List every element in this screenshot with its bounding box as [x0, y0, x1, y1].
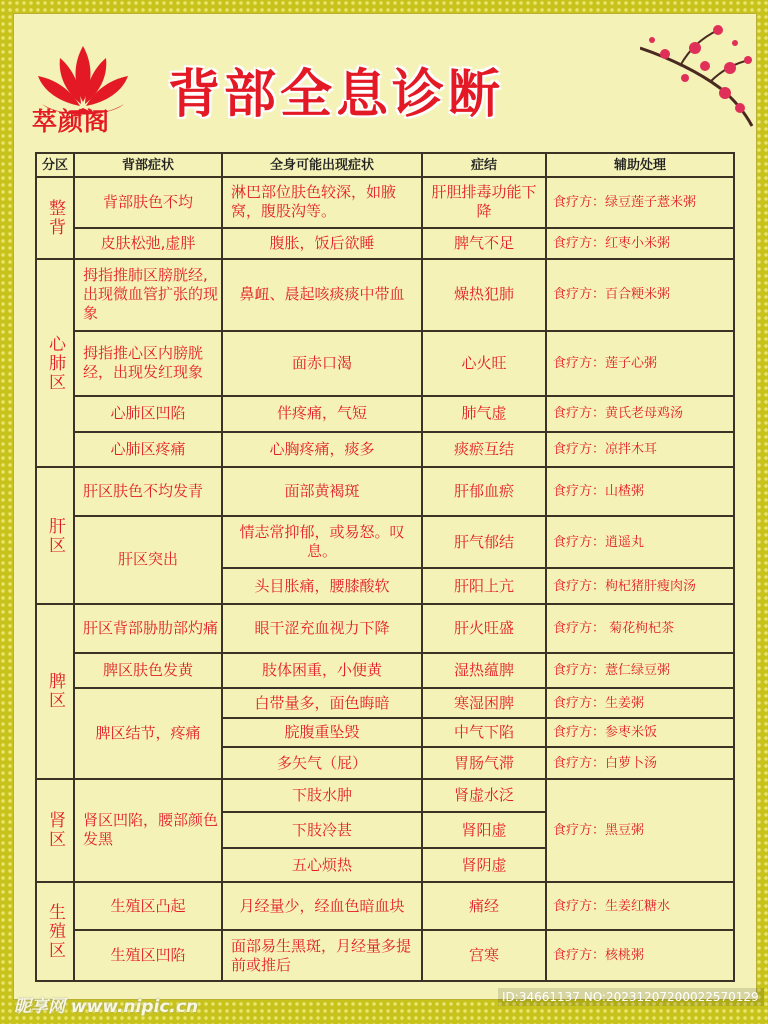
back-symptom-cell: 生殖区凸起	[74, 882, 222, 930]
body-symptom-cell: 情志常抑郁，或易怒。叹息。	[222, 516, 422, 569]
body-symptom-cell: 眼干涩充血视力下降	[222, 604, 422, 652]
care-cell: 食疗方：白萝卜汤	[546, 747, 734, 779]
back-symptom-cell: 拇指推心区内膀胱经，出现发红现象	[74, 331, 222, 396]
care-cell: 食疗方：黄氏老母鸡汤	[546, 396, 734, 432]
zone-cell: 肝区	[36, 467, 74, 604]
cause-cell: 胃肠气滞	[422, 747, 546, 779]
table-header-row	[36, 153, 734, 177]
back-symptom-cell: 皮肤松弛,虚胖	[74, 228, 222, 260]
cause-cell: 肝阳上亢	[422, 568, 546, 604]
cause-cell: 寒湿困脾	[422, 688, 546, 717]
care-cell: 食疗方：百合粳米粥	[546, 259, 734, 331]
back-symptom-cell: 生殖区凹陷	[74, 930, 222, 981]
table-row	[36, 930, 734, 981]
zone-cell: 脾区	[36, 604, 74, 779]
body-symptom-cell: 面赤口渴	[222, 331, 422, 396]
cause-cell: 心火旺	[422, 331, 546, 396]
zone-cell: 整背	[36, 177, 74, 259]
body-symptom-cell: 白带量多，面色晦暗	[222, 688, 422, 717]
table-row	[36, 259, 734, 331]
care-cell: 食疗方：绿豆莲子薏米粥	[546, 177, 734, 228]
cause-cell: 肝火旺盛	[422, 604, 546, 652]
care-cell: 食疗方：生姜粥	[546, 688, 734, 717]
cause-cell: 肝郁血瘀	[422, 467, 546, 515]
table-row	[36, 779, 734, 813]
care-cell: 食疗方：逍遥丸	[546, 516, 734, 569]
zone-cell: 心肺区	[36, 259, 74, 467]
table-row	[36, 432, 734, 468]
body-symptom-cell: 下肢水肿	[222, 779, 422, 813]
back-symptom-cell: 心肺区疼痛	[74, 432, 222, 468]
header-zone: 分区	[36, 153, 74, 177]
back-symptom-cell: 肝区突出	[74, 516, 222, 604]
body-symptom-cell: 面部黄褐斑	[222, 467, 422, 515]
watermark-id: ID:34661137 NO:20231207200022570129	[498, 988, 764, 1006]
care-cell: 食疗方： 菊花枸杞茶	[546, 604, 734, 652]
cause-cell: 肾阴虚	[422, 848, 546, 882]
cause-cell: 燥热犯肺	[422, 259, 546, 331]
header-care: 辅助处理	[546, 153, 734, 177]
table-row	[36, 688, 734, 717]
care-cell: 食疗方：生姜红糖水	[546, 882, 734, 930]
cause-cell: 脾气不足	[422, 228, 546, 260]
table-row	[36, 604, 734, 652]
cause-cell: 痰瘀互结	[422, 432, 546, 468]
zone-cell: 生殖区	[36, 882, 74, 981]
cause-cell: 痛经	[422, 882, 546, 930]
back-symptom-cell: 肾区凹陷，腰部颜色发黑	[74, 779, 222, 882]
cause-cell: 肝胆排毒功能下降	[422, 177, 546, 228]
cause-cell: 肝气郁结	[422, 516, 546, 569]
back-symptom-cell: 脾区结节，疼痛	[74, 688, 222, 778]
table-row	[36, 228, 734, 260]
table-row	[36, 331, 734, 396]
care-cell: 食疗方：枸杞猪肝瘦肉汤	[546, 568, 734, 604]
back-symptom-cell: 肝区背部胁肋部灼痛	[74, 604, 222, 652]
body-symptom-cell: 心胸疼痛，痰多	[222, 432, 422, 468]
watermark-site: 昵享网 www.nipic.cn	[14, 997, 199, 1017]
care-cell: 食疗方：核桃粥	[546, 930, 734, 981]
back-symptom-cell: 肝区肤色不均发青	[74, 467, 222, 515]
header-back-symptom: 背部症状	[74, 153, 222, 177]
back-symptom-cell: 拇指推肺区膀胱经,出现微血管扩张的现象	[74, 259, 222, 331]
header-cause: 症结	[422, 153, 546, 177]
back-symptom-cell: 心肺区凹陷	[74, 396, 222, 432]
care-cell: 食疗方：黑豆粥	[546, 779, 734, 882]
brand-name: 萃颜阁	[32, 107, 111, 136]
body-symptom-cell: 五心烦热	[222, 848, 422, 882]
header-body-symptom: 全身可能出现症状	[222, 153, 422, 177]
table-row	[36, 467, 734, 515]
care-cell: 食疗方：莲子心粥	[546, 331, 734, 396]
cause-cell: 肺气虚	[422, 396, 546, 432]
table-row	[36, 882, 734, 930]
back-symptom-cell: 脾区肤色发黄	[74, 653, 222, 689]
table-row	[36, 516, 734, 569]
body-symptom-cell: 鼻衄、晨起咳痰痰中带血	[222, 259, 422, 331]
table-row	[36, 177, 734, 228]
plum-blossom-icon	[640, 18, 755, 128]
care-cell: 食疗方：凉拌木耳	[546, 432, 734, 468]
body-symptom-cell: 头目胀痛，腰膝酸软	[222, 568, 422, 604]
body-symptom-cell: 腹胀，饭后欲睡	[222, 228, 422, 260]
cause-cell: 中气下陷	[422, 718, 546, 747]
body-symptom-cell: 月经量少，经血色暗血块	[222, 882, 422, 930]
care-cell: 食疗方：参枣米饭	[546, 718, 734, 747]
cause-cell: 宫寒	[422, 930, 546, 981]
zone-cell: 肾区	[36, 779, 74, 882]
care-cell: 食疗方：山楂粥	[546, 467, 734, 515]
body-symptom-cell: 下肢冷甚	[222, 812, 422, 848]
body-symptom-cell: 伴疼痛，气短	[222, 396, 422, 432]
page-title: 背部全息诊断	[168, 65, 505, 125]
cause-cell: 肾阳虚	[422, 812, 546, 848]
body-symptom-cell: 面部易生黑斑，月经量多提前或推后	[222, 930, 422, 981]
table-row	[36, 653, 734, 689]
care-cell: 食疗方：红枣小米粥	[546, 228, 734, 260]
care-cell: 食疗方：薏仁绿豆粥	[546, 653, 734, 689]
body-symptom-cell: 淋巴部位肤色较深，如腋窝，腹股沟等。	[222, 177, 422, 228]
body-symptom-cell: 肢体困重，小便黄	[222, 653, 422, 689]
cause-cell: 肾虚水泛	[422, 779, 546, 813]
table-row	[36, 396, 734, 432]
cause-cell: 湿热蕴脾	[422, 653, 546, 689]
diagnosis-table	[35, 152, 735, 982]
back-symptom-cell: 背部肤色不均	[74, 177, 222, 228]
body-symptom-cell: 脘腹重坠毁	[222, 718, 422, 747]
body-symptom-cell: 多矢气（屁）	[222, 747, 422, 779]
